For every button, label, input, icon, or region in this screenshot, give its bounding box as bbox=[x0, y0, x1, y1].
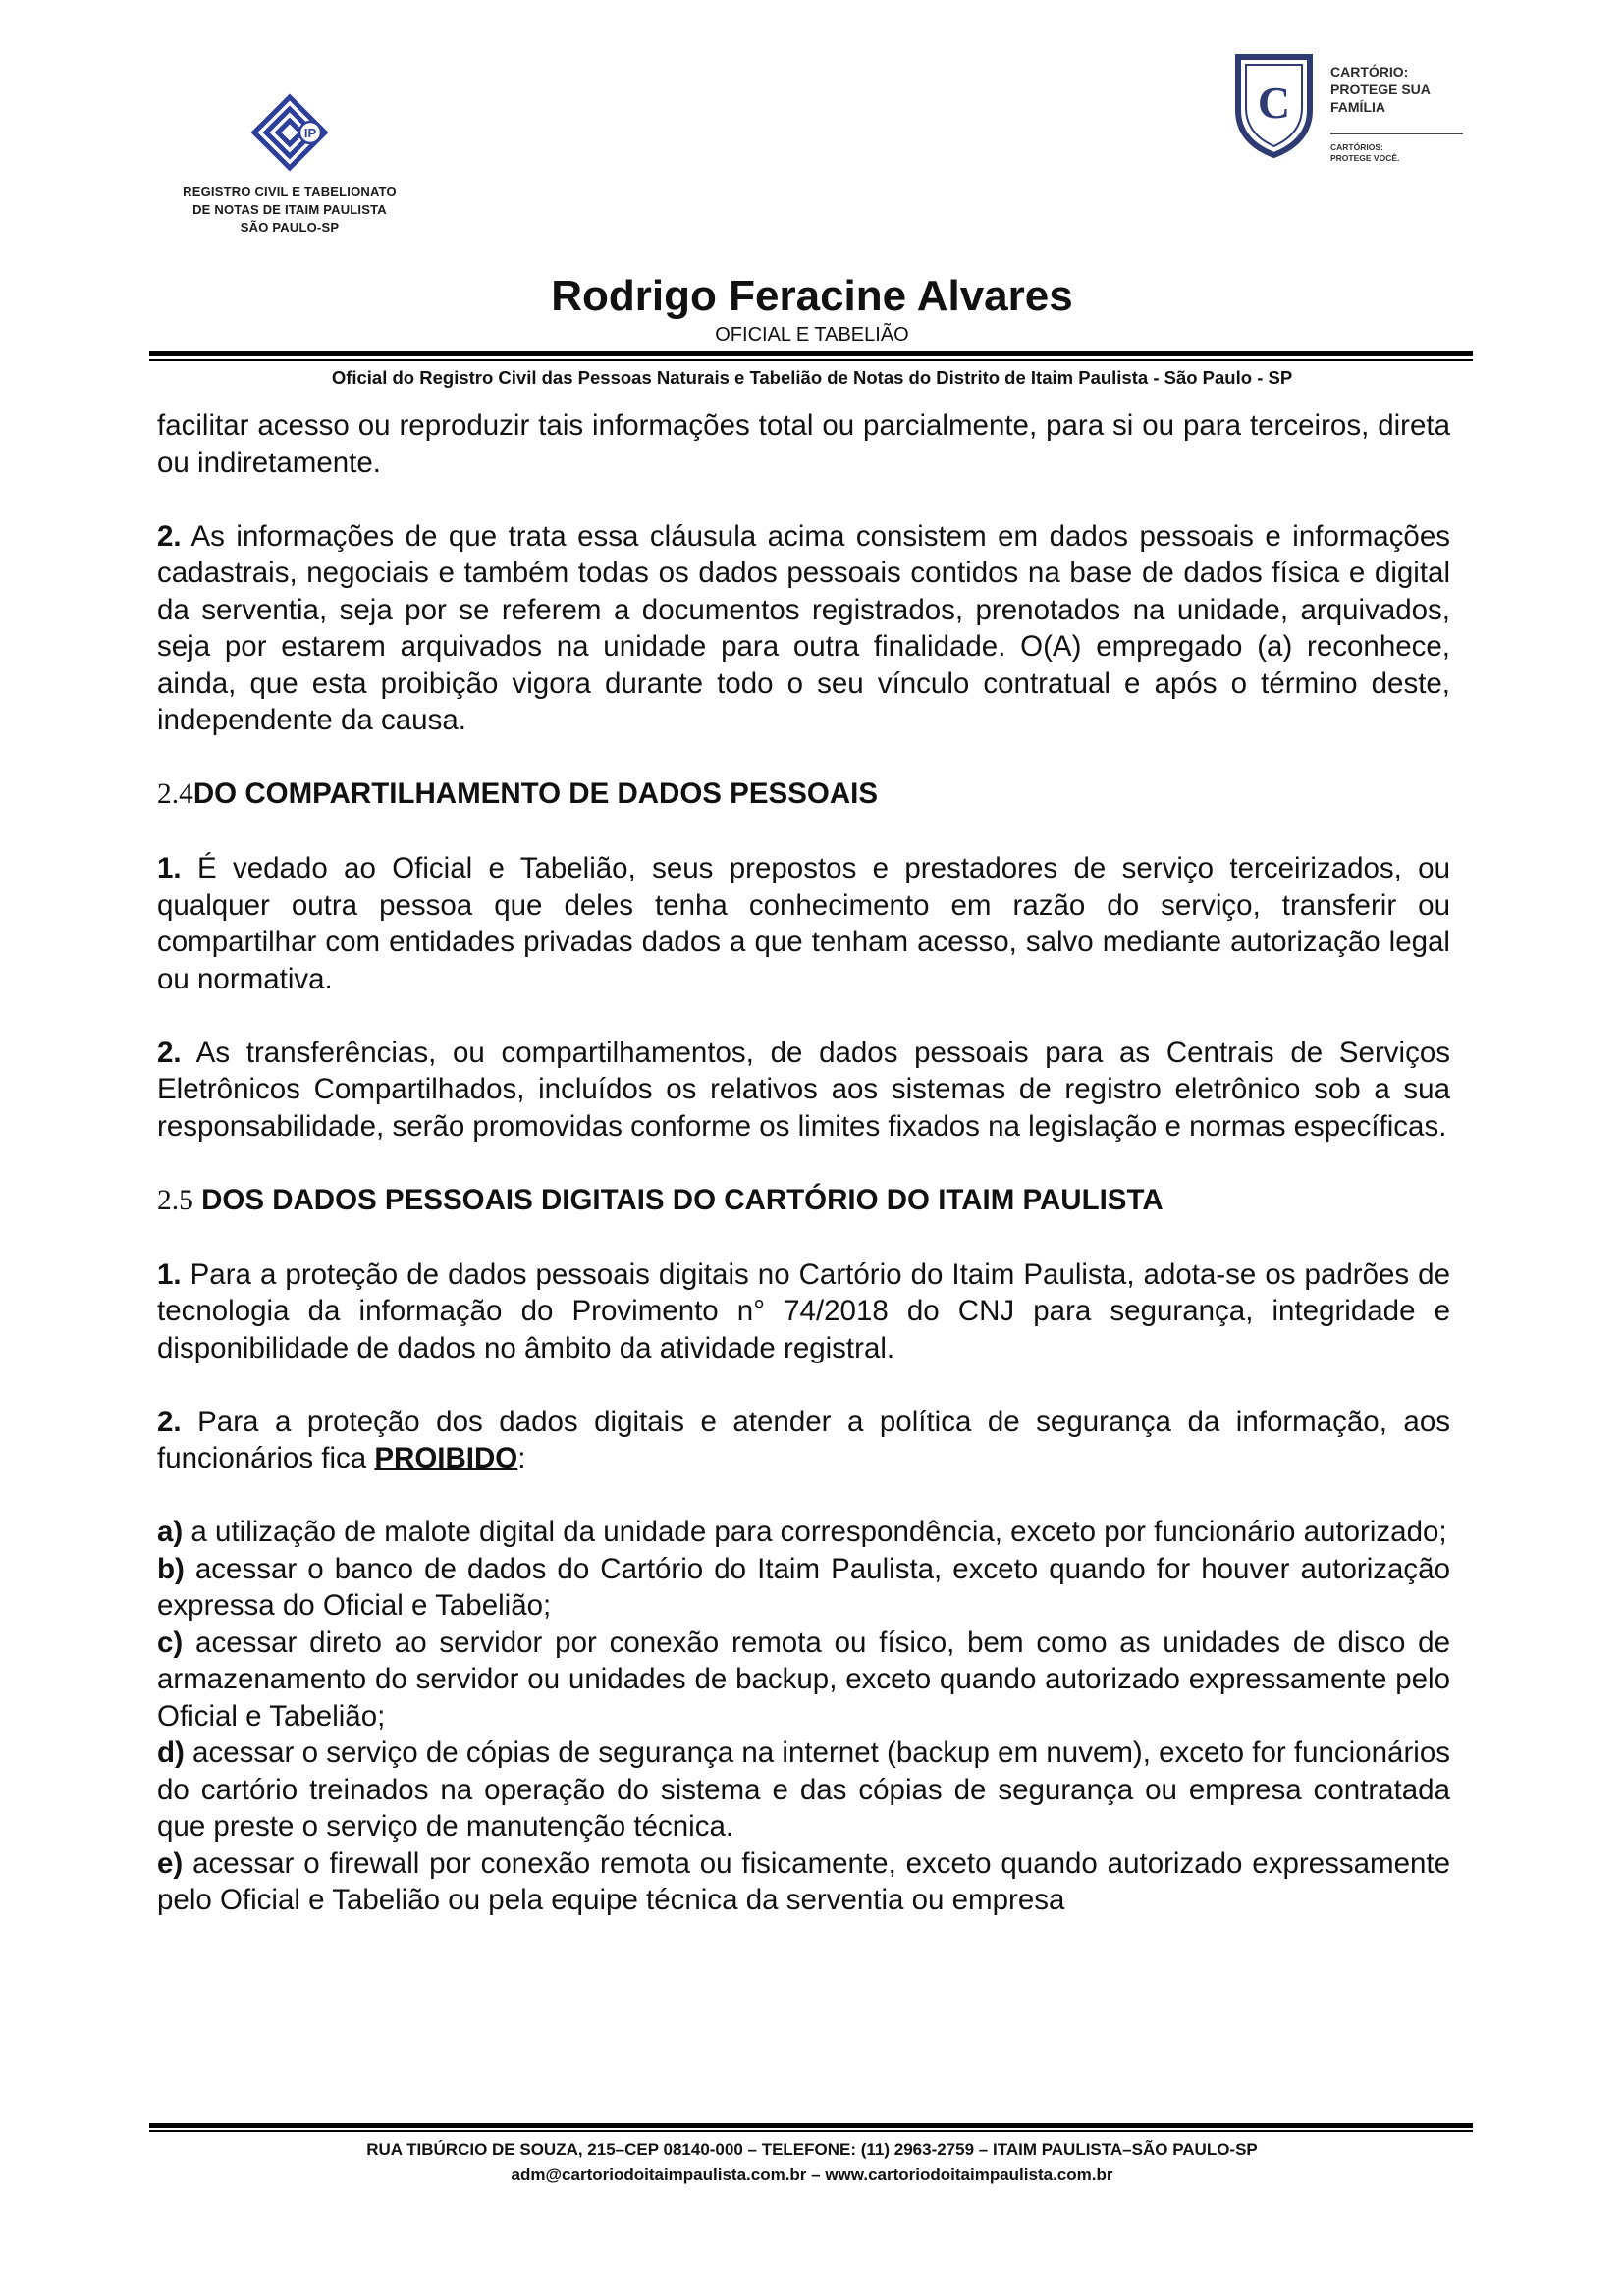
shield-icon bbox=[1232, 51, 1316, 159]
list-item-e: e) acessar o firewall por conexão remota ou fisicamente, exceto quando autorizado expressamente pelo Oficial e Tabelião ou pela equipe técnica da serventia ou empresa bbox=[157, 1846, 1450, 1916]
campaign-slogan-line-2: PROTEGE VOCÊ. bbox=[1330, 153, 1400, 163]
paragraph-digital-2: 2. Para a proteção dos dados digitais e atender a política de segurança da informação, aos funcionários fica PROIBIDO: bbox=[157, 1405, 1450, 1474]
list-item-label: c) bbox=[157, 1626, 184, 1659]
campaign-slogan-line-1: CARTÓRIOS: bbox=[1330, 142, 1383, 152]
shield-letter: C bbox=[1257, 78, 1291, 128]
document-body bbox=[157, 407, 1450, 1919]
registry-name-line-3: SÃO PAULO-SP bbox=[240, 220, 340, 235]
prohibited-emphasis: PROIBIDO bbox=[374, 1442, 518, 1474]
paragraph-clause-2: 2. As informações de que trata essa cláusula acima consistem em dados pessoais e informações cadastrais, negociais e também todas os dados pessoais contidos na base de dados física e digital da serventia, seja por se referem a documentos registrados, prenotados na unidade, arquivados, seja por estarem arquivados na unidade para outra finalidade. O(A) empregado (a) reconhece, ainda, que esta proibição vigora durante todo o seu vínculo contratual e após o término deste, independente da causa. bbox=[157, 519, 1450, 736]
list-item-label: d) bbox=[157, 1736, 185, 1769]
paragraph-digital-1: 1. Para a proteção de dados pessoais digitais no Cartório do Itaim Paulista, adota-se os padrões de tecnologia da informação do Provimento n° 74/2018 do CNJ para segurança, integridade e disponibilidade de dados no âmbito da atividade registral. bbox=[157, 1257, 1450, 1364]
clause-number: 1. bbox=[157, 852, 182, 884]
campaign-brand-line-1: CARTÓRIO: bbox=[1330, 64, 1409, 80]
footer-rule-thick bbox=[149, 2123, 1473, 2128]
paragraph-sharing-1: 1. É vedado ao Oficial e Tabelião, seus prepostos e prestadores de serviço terceirizados, ou qualquer outra pessoa que deles tenha conhecimento em razão do serviço, transferir ou compartilhar com entidades privadas dados a que tenham acesso, salvo mediante autorização legal ou normativa. bbox=[157, 852, 1450, 995]
registry-emblem-text: IP bbox=[303, 126, 317, 140]
officer-role: OFICIAL E TABELIÃO bbox=[715, 324, 909, 346]
list-item-d: d) acessar o serviço de cópias de segurança na internet (backup em nuvem), exceto for funcionários do cartório treinados na operação do sistema e das cópias de segurança ou empresa contratada que preste o serviço de manutenção técnica. bbox=[157, 1736, 1450, 1842]
header-rule-thick bbox=[149, 351, 1473, 356]
campaign-brand-line-2: PROTEGE SUA bbox=[1330, 81, 1431, 97]
footer-contact: adm@cartoriodoitaimpaulista.com.br – www.cartoriodoitaimpaulista.com.br bbox=[511, 2165, 1113, 2184]
officer-name: Rodrigo Feracine Alvares bbox=[551, 272, 1073, 320]
header-rule-thin bbox=[149, 359, 1473, 361]
list-item-a: a) a utilização de malote digital da unidade para correspondência, exceto por funcionário autorizado; bbox=[157, 1516, 1447, 1548]
registry-name-line-1: REGISTRO CIVIL E TABELIONATO bbox=[183, 185, 397, 199]
campaign-logo bbox=[1232, 51, 1478, 179]
list-item-label: b) bbox=[157, 1552, 185, 1585]
list-item-label: a) bbox=[157, 1516, 184, 1548]
paragraph-sharing-2: 2. As transferências, ou compartilhamentos, de dados pessoais para as Centrais de Serviços Eletrônicos Compartilhados, incluídos os relativos aos sistemas de registro eletrônico sob a sua responsabilidade, serão promovidas conforme os limites fixados na legislação e normas específicas. bbox=[157, 1036, 1450, 1143]
footer-rule-thin bbox=[149, 2130, 1473, 2132]
clause-number: 2. bbox=[157, 1036, 182, 1069]
paragraph-continuation: facilitar acesso ou reproduzir tais informações total ou parcialmente, para si ou para terceiros, direta ou indiretamente. bbox=[157, 409, 1450, 479]
footer-address: RUA TIBÚRCIO DE SOUZA, 215–CEP 08140-000 – TELEFONE: (11) 2963-2759 – ITAIM PAULISTA–SÃO PAULO-SP bbox=[366, 2140, 1258, 2159]
office-subtitle: Oficial do Registro Civil das Pessoas Naturais e Tabelião de Notas do Distrito de Itaim Paulista - São Paulo - SP bbox=[331, 367, 1293, 388]
campaign-divider bbox=[1330, 133, 1463, 134]
section-number: 2.4 bbox=[157, 778, 193, 810]
campaign-brand bbox=[1330, 63, 1431, 116]
registry-name-line-2: DE NOTAS DE ITAIM PAULISTA bbox=[192, 202, 387, 217]
list-item-c: c) acessar direto ao servidor por conexão remota ou físico, bem como as unidades de disco de armazenamento do servidor ou unidades de backup, exceto quando autorizado expressamente pelo Oficial e Tabelião; bbox=[157, 1626, 1450, 1733]
clause-number: 2. bbox=[157, 1405, 182, 1438]
campaign-brand-line-3: FAMÍLIA bbox=[1330, 99, 1385, 115]
clause-number: 2. bbox=[157, 519, 182, 553]
section-heading-2-4: 2.4DO COMPARTILHAMENTO DE DADOS PESSOAIS bbox=[157, 777, 878, 810]
section-heading-2-5: 2.5 DOS DADOS PESSOAIS DIGITAIS DO CARTÓRIO DO ITAIM PAULISTA bbox=[157, 1183, 1164, 1216]
registry-emblem-icon bbox=[250, 93, 329, 172]
campaign-slogan bbox=[1330, 142, 1399, 164]
section-number: 2.5 bbox=[157, 1184, 193, 1216]
registry-logo bbox=[147, 93, 432, 237]
list-item-label: e) bbox=[157, 1846, 184, 1880]
list-item-b: b) acessar o banco de dados do Cartório do Itaim Paulista, exceto quando for houver autorização expressa do Oficial e Tabelião; bbox=[157, 1552, 1450, 1622]
clause-number: 1. bbox=[157, 1257, 182, 1291]
